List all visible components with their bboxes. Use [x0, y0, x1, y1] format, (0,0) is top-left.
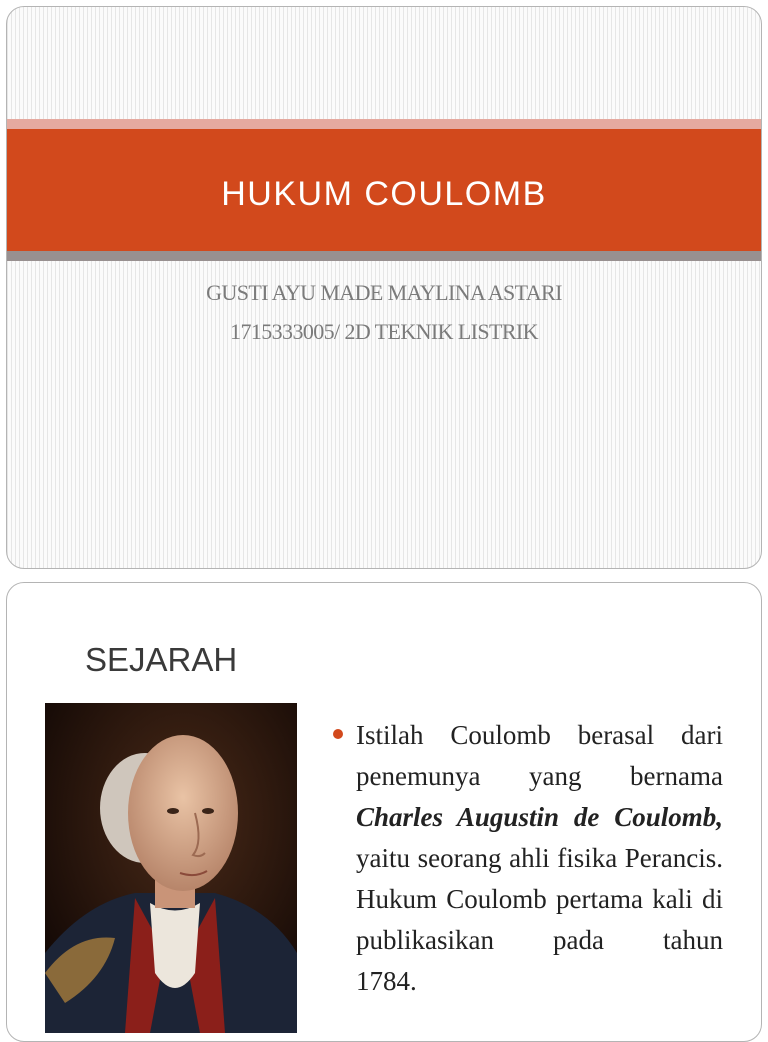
- bullet-text: [356, 715, 723, 1002]
- bullet-text-rest: yaitu seorang ahli fisika Perancis. Hukum Coulomb pertama kali di publikasikan pada tahun: [356, 843, 723, 955]
- bullet-text-intro: Istilah Coulomb berasal dari penemunya yang bernama: [356, 720, 723, 791]
- title-band-top: [7, 119, 761, 129]
- title-band-bottom: [7, 251, 761, 261]
- title-slide: [6, 6, 762, 569]
- author-id-class: 1715333005/ 2D TEKNIK LISTRIK: [230, 319, 538, 344]
- bullet-text-year: 1784.: [356, 966, 417, 996]
- title-band: [7, 129, 761, 251]
- bullet-dot-icon: [333, 729, 343, 739]
- slide-title: HUKUM COULOMB: [221, 174, 547, 213]
- section-heading: SEJARAH: [85, 641, 238, 678]
- bullet-item: [333, 715, 723, 1002]
- history-slide: [6, 582, 762, 1042]
- bullet-text-name: Charles Augustin de Coulomb,: [356, 802, 723, 832]
- author-name: GUSTI AYU MADE MAYLINA ASTARI: [206, 280, 562, 305]
- slide-subtitle: [7, 273, 761, 351]
- portrait-image: [45, 703, 297, 1033]
